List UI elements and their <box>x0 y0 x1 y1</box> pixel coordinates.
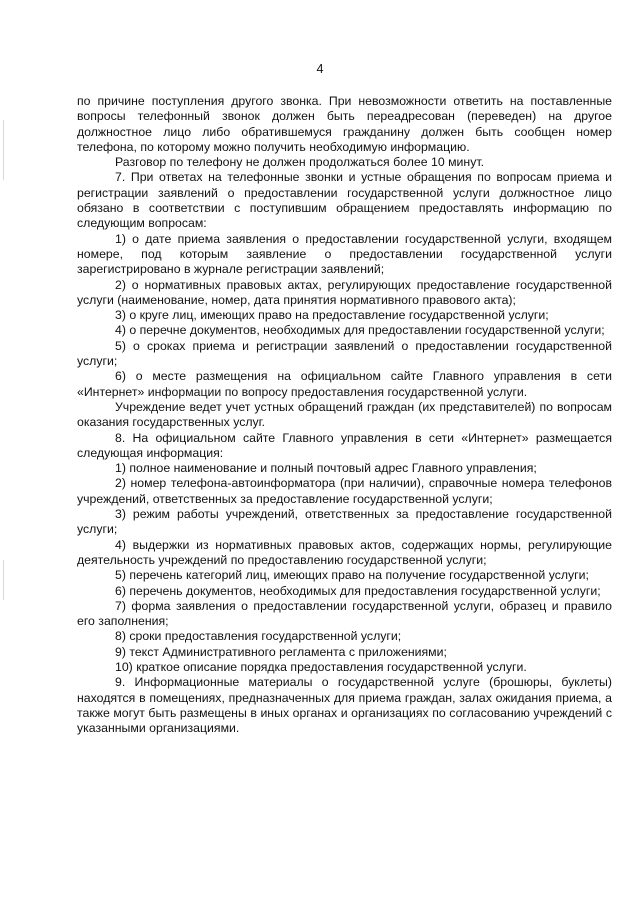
paragraph: 3) о круге лиц, имеющих право на предоставление государственной услуги; <box>115 308 549 323</box>
paragraph: 9) текст Административного регламента с приложениями; <box>115 644 447 659</box>
paragraph: 4) выдержки из нормативных правовых актов, содержащих нормы, регулирующие деятельность учреждений по предоставлению государственной услуги; <box>77 537 612 567</box>
paragraph: 6) перечень документов, необходимых для предоставления государственной услуги; <box>115 583 601 598</box>
scan-edge-mark <box>3 560 4 600</box>
paragraph: 7. При ответах на телефонные звонки и устные обращения по вопросам приема и регистрации заявлений о предоставлении государственной услуги должностное лицо обязано в соответствии с поступившим обращением предоставлять информацию по следующим вопросам: <box>77 170 612 231</box>
document-body <box>77 94 612 736</box>
paragraph: 10) краткое описание порядка предоставления государственной услуги. <box>115 659 527 674</box>
paragraph: 8) сроки предоставления государственной услуги; <box>115 629 402 644</box>
paragraph: 5) перечень категорий лиц, имеющих право на получение государственной услуги; <box>115 568 589 583</box>
paragraph: 8. На официальном сайте Главного управления в сети «Интернет» размещается следующая информация: <box>77 430 612 460</box>
paragraph: 4) о перечне документов, необходимых для предоставлении государственной услуги; <box>115 323 605 338</box>
paragraph: Учреждение ведет учет устных обращений граждан (их представителей) по вопросам оказания государственных услуг. <box>77 399 612 430</box>
paragraph: по причине поступления другого звонка. При невозможности ответить на поставленные вопросы телефонный звонок должен быть переадресован (переведен) на другое должностное лицо либо обратившемуся гражданину должен быть сообщен номер телефона, по которому можно получить необходимую информацию. <box>77 94 612 154</box>
paragraph: 6) о месте размещения на официальном сайте Главного управления в сети «Интернет» информации по вопросу предоставления государственной услуги. <box>77 369 612 399</box>
paragraph: 9. Информационные материалы о государственной услуге (брошюры, буклеты) находятся в помещениях, предназначенных для приема граждан, залах ожидания приема, а также могут быть размещены в иных органах и организациях по согласованию учреждений с указанными организациями. <box>77 675 612 736</box>
paragraph: 7) форма заявления о предоставлении государственной услуги, образец и правило его заполнения; <box>77 598 612 629</box>
paragraph: 1) о дате приема заявления о предоставлении государственной услуги, входящем номере, под которым заявление о предоставлении государственной услуги зарегистрировано в журнале регистрации заявлений; <box>77 231 612 277</box>
paragraph: 2) номер телефона-автоинформатора (при наличии), справочные номера телефонов учреждений, ответственных за предоставление государственной услуги; <box>77 476 612 506</box>
paragraph: Разговор по телефону не должен продолжаться более 10 минут. <box>115 155 485 170</box>
paragraph: 5) о сроках приема и регистрации заявлений о предоставлении государственной услуги; <box>77 338 612 369</box>
scan-edge-mark <box>3 120 4 180</box>
paragraph: 2) о нормативных правовых актах, регулирующих предоставление государственной услуги (наименование, номер, дата принятия нормативного правового акта); <box>77 277 612 307</box>
paragraph: 1) полное наименование и полный почтовый адрес Главного управления; <box>115 461 537 476</box>
page-number: 4 <box>316 62 324 76</box>
paragraph: 3) режим работы учреждений, ответственных за предоставление государственной услуги; <box>77 507 612 537</box>
